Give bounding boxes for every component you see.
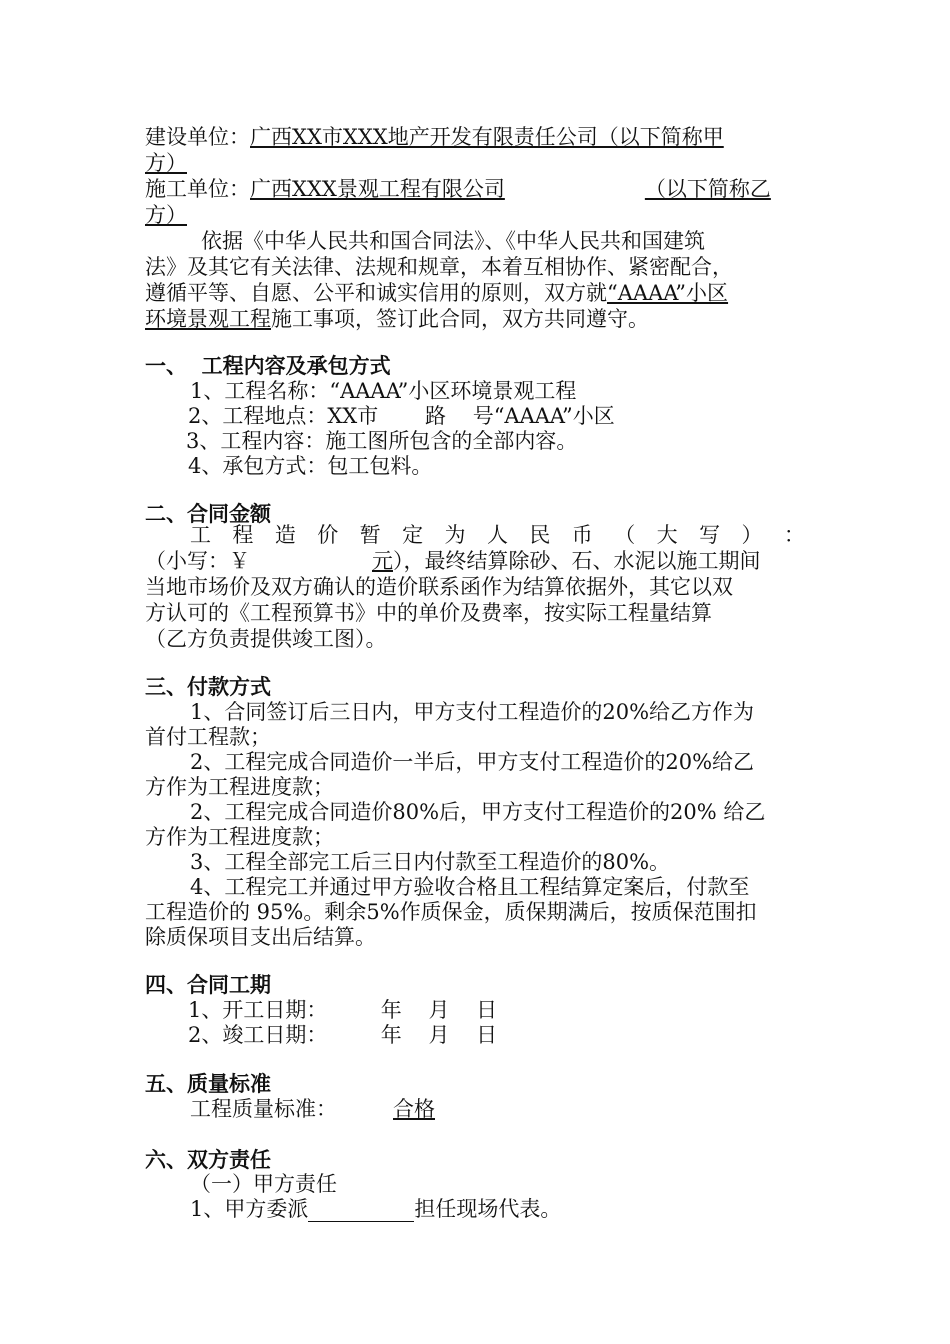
party-a-tail-line [145, 150, 187, 176]
party-a-name: 广西XX市XXX地产开发有限责任公司（以下简称甲 [250, 125, 724, 149]
amount-word-char: 定 [402, 523, 424, 547]
amount-word-char: 写 [699, 523, 721, 547]
section-4-heading: 四、合同工期 [145, 973, 271, 997]
project-content-item: 3、工程内容：施工图所包含的全部内容。 [186, 429, 578, 453]
amount-word-char: 工 [190, 523, 211, 547]
payment-5-line-a: 4、工程完工并通过甲方验收合格且工程结算定案后，付款至 [190, 875, 750, 899]
section-3-heading: 三、付款方式 [145, 675, 271, 699]
amount-line-3: 当地市场价及双方确认的造价联系函作为结算依据外，其它以双 [145, 575, 733, 599]
amount-word-char: 造 [274, 523, 296, 547]
section-5-heading: 五、质量标准 [145, 1072, 271, 1096]
quality-standard-value: 合格 [393, 1097, 435, 1121]
preamble-line-1: 依据《中华人民共和国合同法》、《中华人民共和国建筑 [201, 229, 705, 253]
project-name-underlined: “AAAA”小区 [607, 281, 729, 305]
contract-mode-item: 4、承包方式：包工包料。 [188, 454, 433, 478]
party-a-line [145, 124, 724, 150]
section-2-heading: 二、合同金额 [145, 502, 271, 526]
amount-word-char: 程 [232, 523, 254, 547]
payment-1-line-a: 1、合同签订后三日内，甲方支付工程造价的20%给乙方作为 [190, 700, 755, 724]
amount-word-char: （ [614, 523, 636, 547]
party-b-tail-line [145, 202, 187, 228]
quality-standard-label: 工程质量标准： [190, 1097, 337, 1121]
project-location-item: 2、工程地点：XX市 路 号“AAAA”小区 [188, 404, 615, 428]
amount-word-char: 暂 [359, 523, 381, 547]
party-b-tail: 方） [145, 203, 187, 227]
amount-word-char: 币 [571, 523, 593, 547]
section-6-heading: 六、双方责任 [145, 1148, 271, 1172]
amount-word-char: ： [783, 523, 805, 547]
payment-3-line-a: 2、工程完成合同造价80%后，甲方支付工程造价的20% 给乙 [190, 800, 766, 824]
payment-5-line-c: 除质保项目支出后结算。 [145, 925, 376, 949]
amount-word-char: ） [741, 523, 763, 547]
project-type-underlined: 环境景观工程 [145, 307, 271, 331]
quality-standard-line [190, 1096, 483, 1122]
amount-in-words-line [190, 522, 805, 548]
site-representative-line: 1、甲方委派 担任现场代表。 [190, 1197, 562, 1221]
section-1-heading: 一、 工程内容及承包方式 [145, 354, 391, 378]
party-b-name: 广西XXX景观工程有限公司 （以下简称乙 [250, 177, 771, 201]
amount-line-2: （小写：￥ 元），最终结算除砂、石、水泥以施工期间 [145, 549, 761, 573]
payment-2-line-b: 方作为工程进度款； [145, 775, 334, 799]
amount-blank[interactable]: 元 [372, 549, 393, 573]
amount-line-5: （乙方负责提供竣工图）。 [145, 627, 387, 651]
party-a-label: 建设单位： [145, 125, 250, 149]
amount-word-char: 为 [444, 523, 466, 547]
start-date-line: 1、开工日期： 年 月 日 [188, 998, 498, 1022]
payment-2-line-a: 2、工程完成合同造价一半后，甲方支付工程造价的20%给乙 [190, 750, 755, 774]
payment-1-line-b: 首付工程款； [145, 725, 271, 749]
payment-4-line: 3、工程全部完工后三日内付款至工程造价的80%。 [190, 850, 671, 874]
party-a-tail: 方） [145, 151, 187, 175]
preamble-line-2: 法》及其它有关法律、法规和规章，本着互相协作、紧密配合， [145, 255, 733, 279]
amount-line-4: 方认可的《工程预算书》中的单价及费率，按实际工程量结算 [145, 601, 712, 625]
party-a-duties-heading: （一）甲方责任 [190, 1172, 337, 1196]
amount-word-char: 大 [656, 523, 678, 547]
party-b-line [145, 176, 771, 202]
party-b-label: 施工单位： [145, 177, 250, 201]
end-date-line: 2、竣工日期： 年 月 日 [188, 1023, 498, 1047]
preamble-line-3: 遵循平等、自愿、公平和诚实信用的原则，双方就“AAAA”小区 [145, 281, 729, 305]
amount-word-char: 民 [529, 523, 551, 547]
amount-word-char: 价 [317, 523, 339, 547]
payment-3-line-b: 方作为工程进度款； [145, 825, 334, 849]
amount-word-char: 人 [486, 523, 508, 547]
project-name-item: 1、工程名称：“AAAA”小区环境景观工程 [190, 379, 577, 403]
payment-5-line-b: 工程造价的 95%。剩余5%作质保金，质保期满后，按质保范围扣 [145, 900, 757, 924]
preamble-line-4: 环境景观工程施工事项，签订此合同，双方共同遵守。 [145, 307, 649, 331]
representative-blank[interactable] [308, 1199, 414, 1222]
